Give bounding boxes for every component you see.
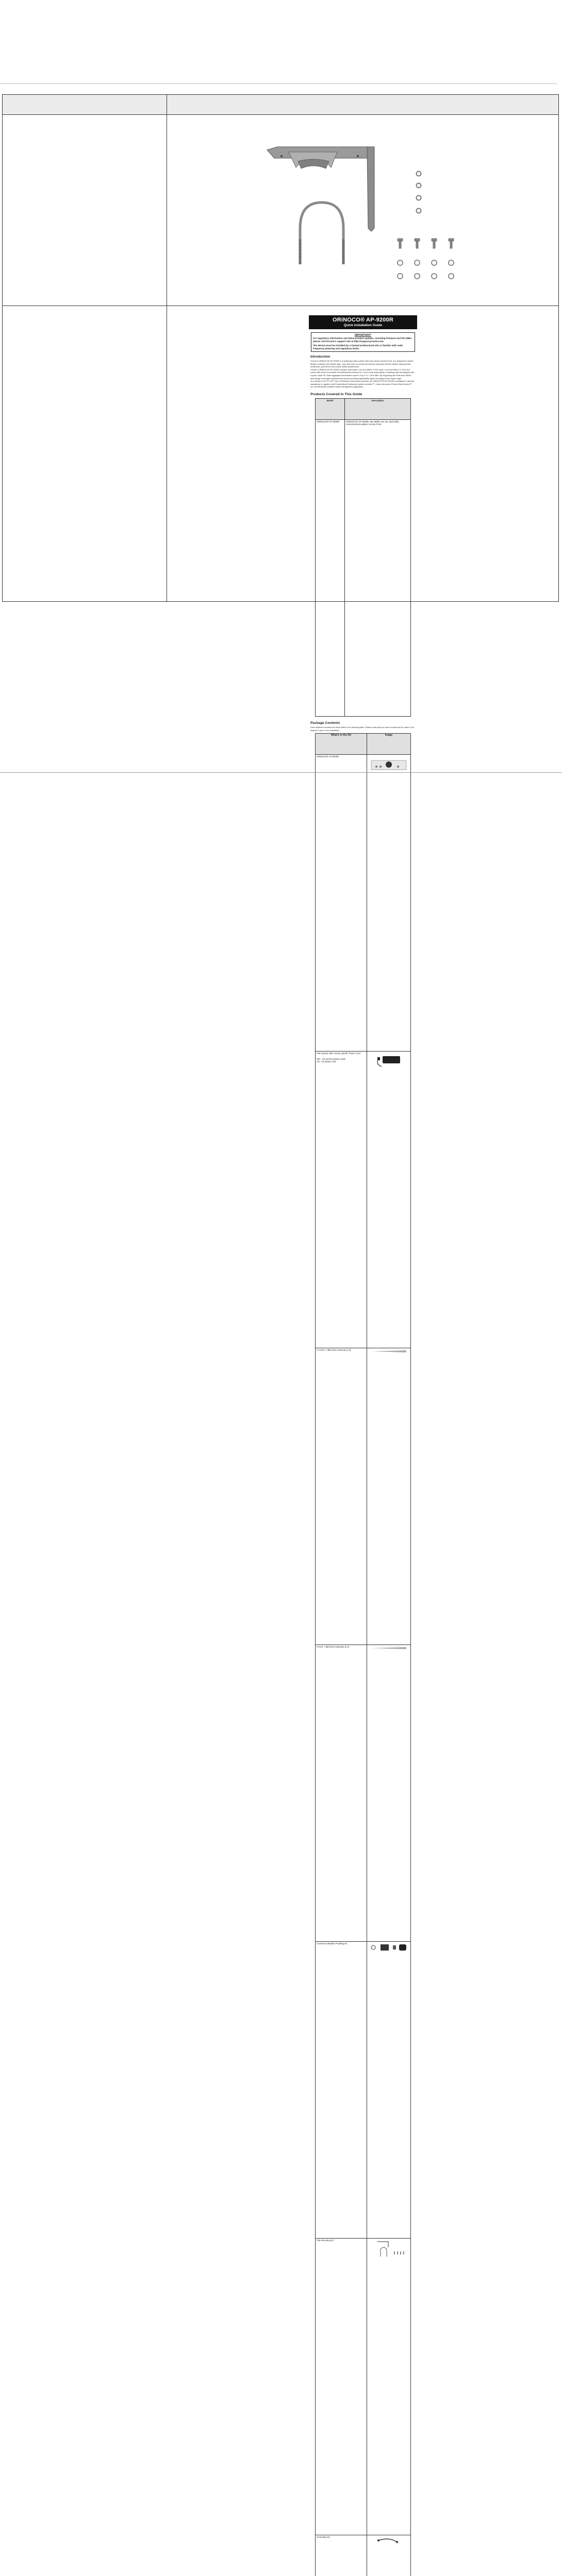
intro-paragraph: Proxim's ORiNOCO® AP-9200R contains dual radios: one 4x4 MIMO 5 GHz radio / one 3x3 MIMO 2.4 GHz and comes with seven removable Omnidirectional antennas (4 / 3 per radio respectively), exhibiting high throughputs with a quad / triple RF chain aggregate transmission power of up to 27 / 28.8 dBm. By supporting the Multi User MIMO technology it manages simultaneous access providing significantly higher throughput and longer range.: [310, 368, 415, 380]
image-cell: [167, 306, 559, 2539]
image-cell: [167, 115, 559, 306]
kit-table: [315, 733, 411, 2576]
guide-subtitle: Quick Installation Guide: [343, 324, 383, 327]
table-header-item: [3, 95, 167, 115]
footer-rule: [0, 772, 562, 773]
important-box: [311, 332, 415, 352]
intro-paragraph: Proxim's ORiNOCO® AP-9200R is a weatherproofed outdoor 802.11ac wave2 Access Point. It is designed to deliver flexible, scalable and reliable data, voice and video for small and medium enterprise WLAN outdoor deployments, healthcare, government and public safety departments.: [310, 360, 414, 368]
intro-heading: Introduction: [310, 355, 330, 359]
u-bolt: [300, 202, 343, 264]
package-heading: Package Contents: [310, 721, 340, 725]
table-row: [3, 115, 559, 306]
model-table: [315, 398, 411, 717]
description-header: Description: [345, 398, 411, 419]
kit-image: [367, 1052, 411, 1348]
intro-paragraph: As a device in the FIT AP™ line of Wireless LAN access products, the ORiNOCO® AP-9200R is designed to operate standalone or together with ProximVision® Advanced hybrid controller™. It also introduces Proxim BlueConnect™, our new Bluetooth enabled mobile management application.: [310, 380, 414, 388]
kit-image: [367, 2239, 411, 2535]
image-header: Image: [367, 734, 411, 755]
kit-image: [367, 755, 411, 1052]
guide-title: ORiNOCO® AP-9200R: [332, 317, 394, 323]
pole-mounting-kit-image: [265, 146, 461, 300]
item-label-cell: [3, 306, 167, 602]
kit-contents-table: [2, 94, 559, 2539]
table-header-image: [167, 95, 559, 115]
model-value: ORiNOCO® AP-9200R: [316, 419, 345, 716]
kit-image: [367, 1348, 411, 1645]
header-rule: [0, 83, 557, 84]
important-heading: IMPORTANT!: [354, 334, 372, 337]
important-line: For regulatory information and latest product updates, including firmware and the MIBs, please visit Proxim's support site at http://support.proxim.com.: [313, 337, 412, 343]
products-heading: Products Covered In This Guide: [310, 392, 362, 396]
model-header: Model: [316, 398, 345, 419]
kit-item: PoE Injector with country specific Power Cord WD - US and EU power cords US - US power cord: [316, 1052, 367, 1348]
kit-item: ORiNOCO® AP-9200R: [316, 755, 367, 1052]
guide-banner: [309, 315, 417, 329]
kit-item: 2.4 GHz, 7 dBi Omni Antennas (x 3): [316, 1348, 367, 1645]
important-line: The device must be installed by a trained professional who is familiar with radio frequency planning and regulatory limits.: [313, 344, 403, 350]
table-row: [3, 306, 559, 602]
bracket-arm: [367, 147, 374, 231]
kit-header: What's in the Kit: [316, 734, 367, 755]
kit-item: Pole Mounting Kit: [316, 2239, 367, 2535]
kit-image: [367, 1645, 411, 1942]
item-label-cell: [3, 115, 167, 306]
kit-item: Grounding Kit: [316, 2535, 367, 2576]
package-text: Each shipment includes the items listed in the following table. Please verify that you have received all the parts in the shipment, prior to the installation.: [310, 725, 414, 732]
kit-image: [367, 2535, 411, 2576]
quick-installation-guide-image: [309, 315, 417, 2576]
table-header-row: [3, 95, 559, 115]
description-value: ORiNOCO® AP-9200R, MU-MIMO 4x4 w2, dual radio, connectorized outdoor Access Point.: [345, 419, 411, 716]
kit-image: [367, 1942, 411, 2239]
kit-item: Connector Weather Proofing Kit: [316, 1942, 367, 2239]
kit-item: 5 GHz, 7 dBi Omni Antennas (x 4): [316, 1645, 367, 1942]
